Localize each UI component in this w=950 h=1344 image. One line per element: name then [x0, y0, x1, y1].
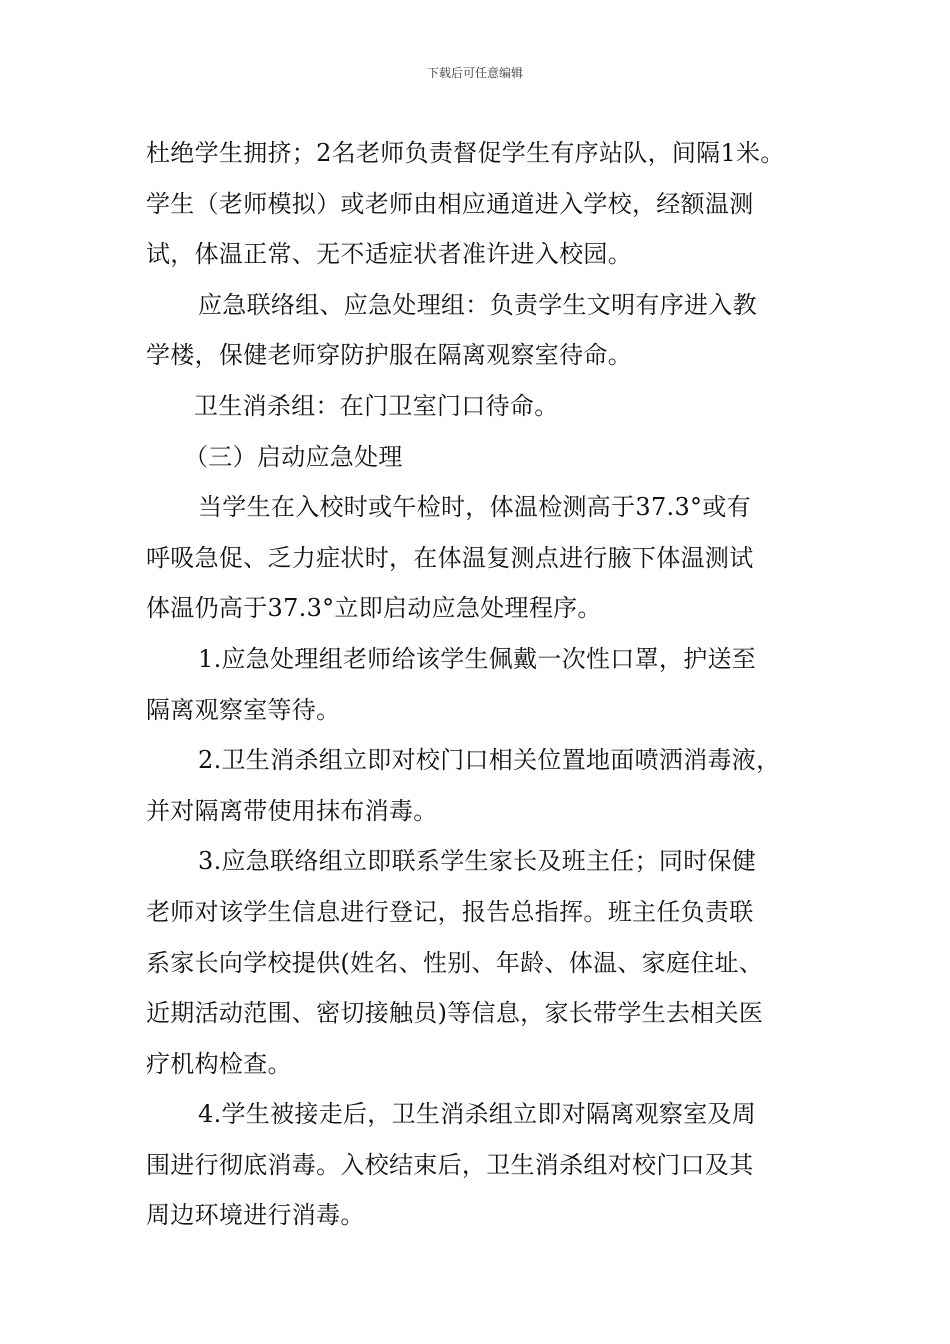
list-item-1: 1.应急处理组老师给该学生佩戴一次性口罩，护送至	[198, 644, 757, 673]
list-item-4: 4.学生被接走后，卫生消杀组立即对隔离观察室及周	[198, 1100, 757, 1129]
list-item-2: 2.卫生消杀组立即对校门口相关位置地面喷洒消毒液，	[198, 746, 781, 775]
text-line: 学生（老师模拟）或老师由相应通道进入学校，经额温测	[146, 189, 754, 218]
text-line: 围进行彻底消毒。入校结束后，卫生消杀组对校门口及其	[146, 1150, 754, 1179]
text-line: 老师对该学生信息进行登记，报告总指挥。班主任负责联	[146, 897, 754, 926]
document-body	[146, 128, 826, 1241]
list-item-3: 3.应急联络组立即联系学生家长及班主任；同时保健	[198, 847, 757, 876]
paragraph-start: 当学生在入校时或午检时，体温检测高于37.3°或有	[198, 493, 751, 522]
section-heading: （三）启动应急处理	[184, 442, 403, 471]
text-line: 学楼，保健老师穿防护服在隔离观察室待命。	[146, 341, 632, 370]
text-line: 系家长向学校提供(姓名、性别、年龄、体温、家庭住址、	[146, 948, 764, 977]
text-line: 并对隔离带使用抹布消毒。	[146, 796, 438, 825]
paragraph-start: 应急联络组、应急处理组：负责学生文明有序进入教	[198, 290, 757, 319]
text-line: 试，体温正常、无不适症状者准许进入校园。	[146, 240, 632, 269]
text-line: 杜绝学生拥挤；2名老师负责督促学生有序站队，间隔1米。	[146, 139, 785, 167]
text-line: 近期活动范围、密切接触员)等信息，家长带学生去相关医	[146, 999, 764, 1028]
text-line: 疗机构检查。	[146, 1049, 292, 1078]
text-line: 呼吸急促、乏力症状时，在体温复测点进行腋下体温测试	[146, 543, 754, 572]
paragraph-start: 卫生消杀组：在门卫室门口待命。	[194, 391, 559, 420]
text-line: 隔离观察室等待。	[146, 695, 341, 724]
page-header: 下载后可任意编辑	[426, 66, 523, 80]
text-line: 体温仍高于37.3°立即启动应急处理程序。	[146, 594, 602, 623]
text-line: 周边环境进行消毒。	[146, 1201, 365, 1230]
